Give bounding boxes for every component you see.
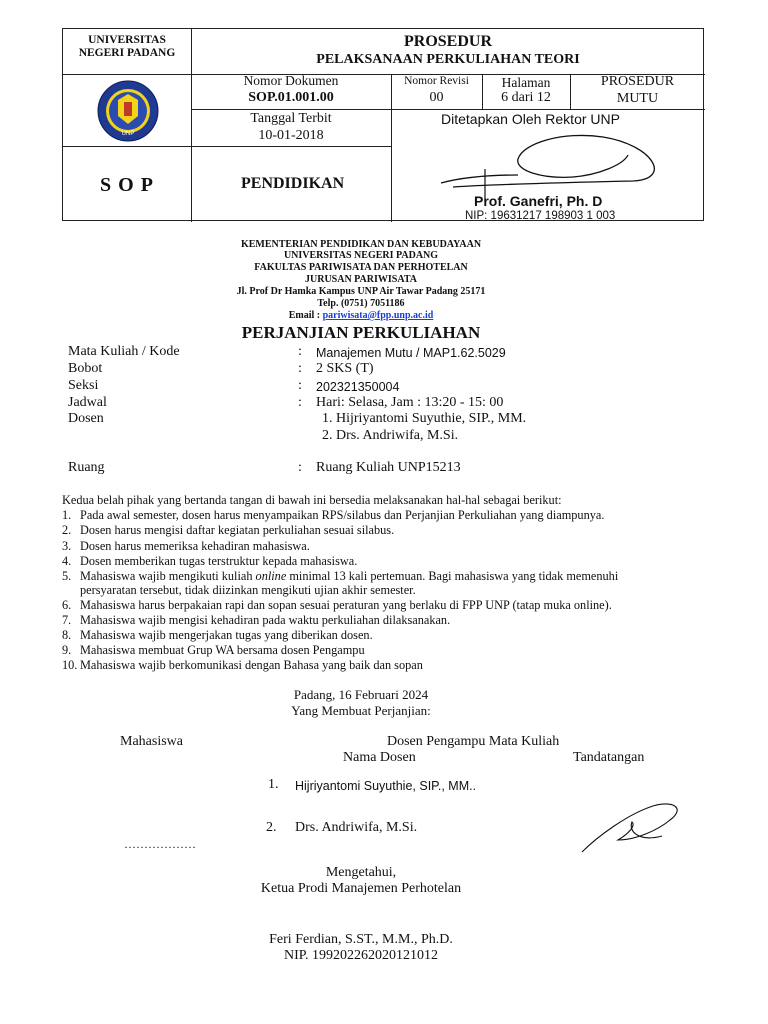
colon: : [298, 344, 302, 359]
page-number: 6 dari 12 [501, 90, 551, 105]
schedule-label: Jadwal [68, 395, 107, 410]
prosedur-mutu: PROSEDUR MUTU [600, 74, 675, 106]
credit-label: Bobot [68, 361, 103, 376]
email-link[interactable]: pariwisata@fpp.unp.ac.id [322, 310, 434, 321]
credit-value: 2 SKS (T) [316, 361, 374, 376]
kop-email: Email : pariwisata@fpp.unp.ac.id [288, 310, 434, 321]
doc-number: SOP.01.001.00 [248, 90, 334, 105]
colon: : [298, 361, 302, 376]
signer-number: 1. [268, 777, 279, 792]
lecturer-heading: Dosen Pengampu Mata Kuliah [387, 734, 560, 749]
colon: : [298, 378, 302, 393]
lecturer-label: Dosen [68, 411, 104, 426]
course-value: Manajemen Mutu / MAP1.62.5029 [316, 346, 506, 360]
colon: : [298, 395, 302, 410]
place-date: Padang, 16 Februari 2024 [293, 687, 429, 702]
list-item: 10. Mahasiswa wajib berkomunikasi dengan Bahasa yang baik dan sopan [62, 658, 423, 672]
lecturer-name-heading: Nama Dosen [343, 750, 416, 765]
colon: : [298, 460, 302, 475]
sop-label: S O P [100, 174, 154, 196]
agreement-intro: Kedua belah pihak yang bertanda tangan di bawah ini bersedia melaksanakan hal-hal sebagai berikut: [62, 493, 562, 507]
section-value: 202321350004 [316, 380, 400, 394]
header-divider [63, 74, 191, 75]
header-divider [391, 109, 392, 222]
made-by: Yang Membuat Perjanjian: [291, 703, 431, 718]
section-label: Seksi [68, 378, 99, 393]
acknowledged-label: Mengetahui, [325, 865, 397, 880]
department: PENDIDIKAN [241, 175, 345, 192]
doc-number-label: Nomor Dokumen [243, 73, 339, 88]
lecturer-signature-icon [578, 796, 690, 858]
head-of-program-role: Ketua Prodi Manajemen Perhotelan [260, 881, 462, 896]
kop-line: UNIVERSITAS NEGERI PADANG [283, 250, 439, 261]
lecturer-item: 2. Drs. Andriwifa, M.Si. [322, 428, 459, 443]
lecturer-1-name: Hijriyantomi Suyuthie, SIP., MM.. [295, 779, 477, 793]
schedule-value: Hari: Selasa, Jam : 13:20 - 15: 00 [316, 395, 504, 410]
list-item-continuation: persyaratan tersebut, tidak diizinkan mengikuti ujian akhir semester. [80, 583, 416, 597]
signature-heading: Tandatangan [573, 750, 645, 765]
list-item: 6. Mahasiswa harus berpakaian rapi dan sopan sesuai peraturan yang berlaku di FPP UNP (tatap muka online). [62, 598, 612, 612]
list-item: 5. Mahasiswa wajib mengikuti kuliah online minimal 13 kali pertemuan. Bagi mahasiswa yang tidak memenuhi [62, 569, 619, 583]
list-item: 2. Dosen harus mengisi daftar kegiatan perkuliahan sesuai silabus. [62, 523, 395, 537]
unp-logo [97, 80, 159, 142]
student-label: Mahasiswa [120, 734, 183, 749]
document-title: PERJANJIAN PERKULIAHAN [241, 323, 481, 342]
sop-header-table [62, 28, 704, 221]
svg-text:UNP: UNP [121, 131, 135, 137]
kop-line: Telp. (0751) 7051186 [317, 298, 405, 309]
institution-name: UNIVERSITAS NEGERI PADANG [78, 34, 176, 59]
head-of-program-nip: NIP. 199202262020121012 [283, 948, 438, 963]
kop-line: JURUSAN PARIWISATA [305, 274, 417, 285]
student-signature-line: ……………… [124, 837, 196, 851]
approved-by: Ditetapkan Oleh Rektor UNP [441, 111, 620, 127]
room-label: Ruang [68, 460, 105, 475]
header-divider [63, 146, 391, 147]
revision-label: Nomor Revisi [404, 75, 469, 87]
kop-line: FAKULTAS PARIWISATA DAN PERHOTELAN [254, 262, 468, 273]
head-of-program-name: Feri Ferdian, S.ST., M.M., Ph.D. [269, 932, 453, 947]
lecturer-item: 1. Hijriyantomi Suyuthie, SIP., MM. [322, 411, 527, 426]
revision-number: 00 [429, 90, 444, 105]
page-label: Halaman [501, 75, 551, 90]
list-item: 8. Mahasiswa wajib mengerjakan tugas yang diberikan dosen. [62, 628, 373, 642]
list-item: 9. Mahasiswa membuat Grup WA bersama dosen Pengampu [62, 643, 365, 657]
list-item: 1. Pada awal semester, dosen harus menyampaikan RPS/silabus dan Perjanjian Perkuliahan yang diampunya. [62, 508, 605, 522]
issue-date: Tanggal Terbit 10-01-2018 [250, 111, 332, 143]
lecturer-2-name: Drs. Andriwifa, M.Si. [295, 820, 418, 835]
rector-signature-icon [423, 125, 673, 201]
kop-line: Jl. Prof Dr Hamka Kampus UNP Air Tawar Padang 25171 [236, 286, 486, 297]
header-subtitle: PELAKSANAAN PERKULIAHAN TEORI [316, 52, 580, 67]
kop-line: KEMENTERIAN PENDIDIKAN DAN KEBUDAYAAN [240, 239, 482, 250]
room-value: Ruang Kuliah UNP15213 [316, 460, 461, 475]
list-item: 7. Mahasiswa wajib mengisi kehadiran pada waktu perkuliahan dilaksanakan. [62, 613, 451, 627]
signer-nip: NIP: 19631217 198903 1 003 [465, 210, 616, 222]
signer-number: 2. [266, 820, 277, 835]
header-title: PROSEDUR [403, 33, 492, 50]
signer-name: Prof. Ganefri, Ph. D [474, 193, 603, 209]
list-item: 3. Dosen harus memeriksa kehadiran mahasiswa. [62, 539, 310, 553]
course-label: Mata Kuliah / Kode [68, 344, 180, 359]
list-item: 4. Dosen memberikan tugas terstruktur kepada mahasiswa. [62, 554, 358, 568]
